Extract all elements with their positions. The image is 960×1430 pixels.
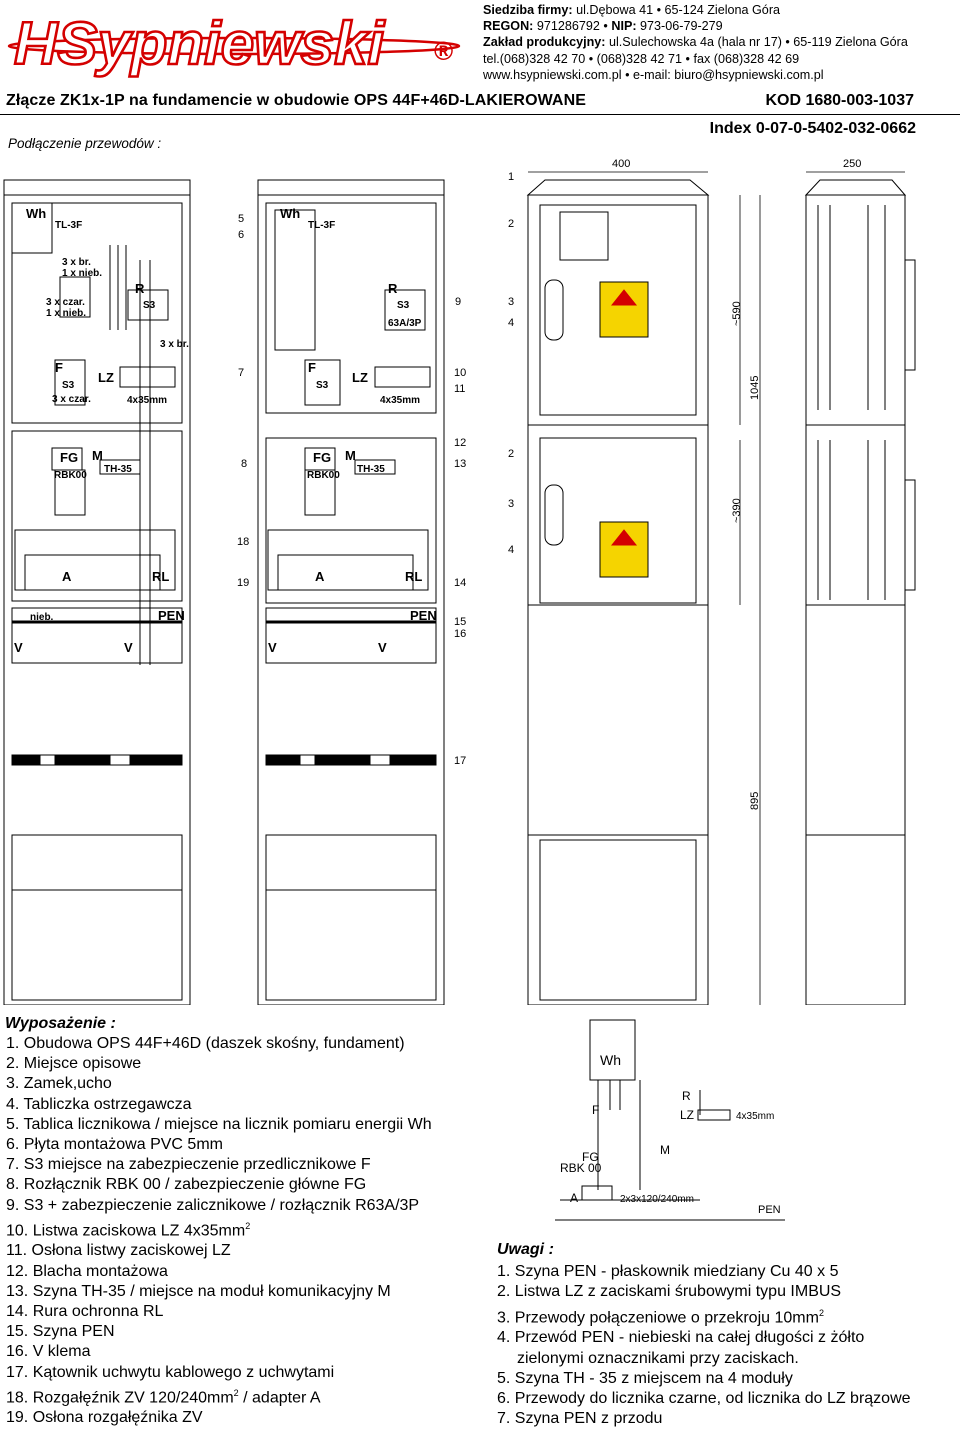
- label-rl-mid: RL: [405, 569, 423, 584]
- left-cabinet: [4, 180, 190, 1005]
- note-item: 6. Przewody do licznika czarne, od licznika do LZ brązowe: [497, 1390, 911, 1408]
- label-rl-left: RL: [152, 569, 170, 584]
- callout-11: 11: [454, 383, 466, 395]
- schem-m: M: [660, 1143, 670, 1157]
- label-lz-left: LZ: [98, 370, 114, 385]
- dim-390: ~390: [731, 498, 743, 523]
- label-pen-mid: PEN: [410, 608, 437, 623]
- callout-2b: 2: [508, 448, 515, 460]
- label-tl3f-mid: TL-3F: [308, 220, 336, 231]
- equipment-list: [6, 1034, 432, 1429]
- dim-250: 250: [843, 158, 862, 170]
- label-nieb: nieb.: [30, 612, 54, 623]
- registered-mark: ®: [434, 36, 454, 66]
- front-view: [528, 180, 708, 1005]
- label-m-mid: M: [345, 448, 356, 463]
- plant-address: ul.Sulechowska 4a (hala nr 17) • 65-119 Zielona Góra: [608, 35, 908, 50]
- nip: 973-06-79-279: [640, 19, 723, 34]
- callout-19: 19: [237, 577, 250, 589]
- label-s3-f-mid: S3: [316, 380, 329, 391]
- callout-3b: 3: [508, 498, 515, 510]
- regon-label: REGON:: [483, 19, 534, 34]
- schem-rbk: RBK 00: [560, 1161, 602, 1175]
- schem-lz: LZ: [680, 1108, 695, 1122]
- callout-17: 17: [454, 755, 467, 767]
- equipment-item: 1. Obudowa OPS 44F+46D (daszek skośny, fundament): [6, 1035, 405, 1052]
- equipment-heading: Wyposażenie :: [5, 1015, 116, 1032]
- equipment-item: 8. Rozłącznik RBK 00 / zabezpieczenie główne FG: [6, 1176, 367, 1194]
- side-view: [806, 180, 915, 1005]
- callout-3: 3: [508, 296, 515, 308]
- note-item: zielonymi oznacznikami przy zaciskach.: [517, 1349, 799, 1367]
- equipment-item: 7. S3 miejsce na zabezpieczenie przedlicznikowe F: [6, 1156, 371, 1174]
- equipment-item: 14. Rura ochronna RL: [6, 1302, 164, 1320]
- dimension-lines: [528, 172, 905, 1005]
- equipment-item: 19. Osłona rozgałęźnika ZV: [6, 1409, 203, 1427]
- phone-line: tel.(068)328 42 70 • (068)328 42 71 • fax (068)328 42 69: [483, 51, 800, 66]
- equipment-item: 6. Płyta montażowa PVC 5mm: [6, 1136, 223, 1154]
- note-item: 1. Szyna PEN - płaskownik miedziany Cu 40 x 5: [497, 1263, 839, 1280]
- web-line: www.hsypniewski.com.pl • e-mail: biuro@hsypniewski.com.pl: [483, 67, 824, 82]
- label-1xnieb2: 1 x nieb.: [46, 308, 87, 319]
- label-lz-mid: LZ: [352, 370, 368, 385]
- equipment-item: 18. Rozgałęźnik ZV $120/240mm^2$ / adapter A: [6, 1387, 321, 1407]
- wiring-subtitle: Podłączenie przewodów :: [8, 136, 162, 151]
- schem-r: R: [682, 1089, 691, 1103]
- label-3xczar2: 3 x czar.: [52, 394, 91, 405]
- callout-9: 9: [455, 296, 462, 308]
- label-lzsize-mid: 4x35mm: [380, 395, 421, 406]
- label-rbk-left: RBK00: [54, 470, 87, 481]
- note-item: 2. Listwa LZ z zaciskami śrubowymi typu IMBUS: [497, 1283, 842, 1301]
- callout-8: 8: [241, 458, 248, 470]
- dim-590: ~590: [731, 301, 743, 326]
- label-1xnieb: 1 x nieb.: [62, 268, 103, 279]
- label-wh-left: Wh: [26, 206, 47, 221]
- label-f-left: F: [55, 360, 63, 375]
- page-title: Złącze ZK1x-1P na fundamencie w obudowie OPS 44F+46D-LAKIEROWANE: [6, 92, 587, 109]
- label-v2: V: [124, 640, 133, 655]
- label-3xczar: 3 x czar.: [46, 297, 85, 308]
- note-item: 3. Przewody połączeniowe o przekroju $10mm^2$: [497, 1307, 824, 1326]
- equipment-item: 13. Szyna TH-35 / miejsce na moduł komunikacyjny M: [6, 1282, 391, 1300]
- equipment-item: 12. Blacha montażowa: [6, 1262, 168, 1280]
- product-code: KOD 1680-003-1037: [765, 92, 914, 109]
- technical-drawing: [0, 150, 960, 1005]
- header-divider: [0, 114, 960, 115]
- equipment-item: 15. Szyna PEN: [6, 1323, 115, 1341]
- label-fg-mid: FG: [313, 450, 332, 465]
- label-v3: V: [268, 640, 277, 655]
- callout-15: 15: [454, 616, 467, 628]
- label-tl3f-left: TL-3F: [55, 220, 83, 231]
- callout-18: 18: [237, 536, 250, 548]
- label-th35-mid: TH-35: [357, 464, 385, 475]
- callout-10: 10: [454, 367, 467, 379]
- wiring-schematic: [548, 1010, 798, 1232]
- dim-895: 895: [749, 791, 761, 810]
- callout-13: 13: [454, 458, 467, 470]
- label-th35-left: TH-35: [104, 464, 132, 475]
- equipment-item: 5. Tablica licznikowa / miejsce na licznik pomiaru energii Wh: [6, 1115, 432, 1133]
- label-f-mid: F: [308, 360, 316, 375]
- equipment-item: 16. V klema: [6, 1343, 91, 1361]
- company-info: Siedziba firmy: ul.Dębowa 41 • 65-124 Zielona Góra REGON: 971286792 • NIP: 973-06-79-279 Zakład produkcyjny: ul.Sulechowska 4a (hala nr 17) • 65-119 Zielona Góra tel.(068)328 42 70 • (068)328 42 71 • fax (068)328 42 69 www.hsypniewski.com.pl • e-mail: biuro@hsypniewski.com.pl: [483, 3, 908, 82]
- label-lzsize-left: 4x35mm: [127, 395, 168, 406]
- label-r-mid: R: [388, 281, 398, 296]
- label-m-left: M: [92, 448, 103, 463]
- label-rbk-mid: RBK00: [307, 470, 340, 481]
- label-63a: 63A/3P: [388, 318, 422, 329]
- label-v1: V: [14, 640, 23, 655]
- callout-2: 2: [508, 218, 515, 230]
- label-wh-mid: Wh: [280, 206, 301, 221]
- equipment-item: 17. Kątownik uchwytu kablowego z uchwytami: [6, 1363, 335, 1381]
- label-s3-f-left: S3: [62, 380, 75, 391]
- dim-1045: 1045: [749, 375, 761, 400]
- schem-wh: Wh: [600, 1052, 621, 1068]
- equipment-item: 9. S3 + zabezpieczenie zalicznikowe / rozłącznik R63A/3P: [6, 1196, 420, 1214]
- equipment-item: 2. Miejsce opisowe: [6, 1055, 142, 1073]
- middle-cabinet: [258, 180, 444, 1005]
- label-v4: V: [378, 640, 387, 655]
- callout-5: 5: [238, 213, 245, 225]
- schem-lzsize: 4x35mm: [736, 1111, 775, 1122]
- hq-label: Siedziba firmy:: [483, 3, 573, 17]
- callout-1: 1: [508, 171, 515, 183]
- label-s3-r-mid: S3: [397, 300, 410, 311]
- label-a-left: A: [62, 569, 72, 584]
- label-r-left: R: [135, 281, 145, 296]
- label-s3-r-left: S3: [143, 300, 156, 311]
- notes-heading: Uwagi :: [497, 1241, 554, 1258]
- callout-4: 4: [508, 317, 515, 329]
- note-item: 7. Szyna PEN z przodu: [497, 1410, 663, 1428]
- callout-14: 14: [454, 577, 467, 589]
- schem-fg: FG: [582, 1150, 599, 1164]
- label-3xbr: 3 x br.: [62, 257, 91, 268]
- nip-label: NIP:: [611, 19, 637, 34]
- company-logo: [4, 2, 480, 84]
- label-a-mid: A: [315, 569, 325, 584]
- label-pen-left: PEN: [158, 608, 185, 623]
- callout-7: 7: [238, 367, 245, 379]
- equipment-item: 3. Zamek,ucho: [6, 1075, 112, 1093]
- dim-400: 400: [612, 158, 631, 170]
- schem-asize: 2x3x120/240mm: [620, 1194, 694, 1205]
- note-item: 4. Przewód PEN - niebieski na całej długości z żółto: [497, 1329, 865, 1347]
- hq-address: ul.Dębowa 41 • 65-124 Zielona Góra: [576, 3, 781, 17]
- product-index: Index 0-07-0-5402-032-0662: [709, 120, 916, 137]
- schem-f: F: [592, 1103, 600, 1117]
- equipment-item: 4. Tabliczka ostrzegawcza: [6, 1095, 192, 1113]
- label-fg-left: FG: [60, 450, 79, 465]
- callout-12: 12: [454, 437, 467, 449]
- notes-list: [497, 1262, 911, 1430]
- callout-4b: 4: [508, 544, 515, 556]
- plant-label: Zakład produkcyjny:: [483, 35, 606, 50]
- callout-16: 16: [454, 628, 467, 640]
- equipment-item: 11. Osłona listwy zaciskowej LZ: [6, 1242, 231, 1260]
- label-3xbr2: 3 x br.: [160, 339, 189, 350]
- schem-a: A: [570, 1191, 579, 1205]
- schem-pen: PEN: [758, 1204, 781, 1216]
- note-item: 5. Szyna TH - 35 z miejscem na 4 moduły: [497, 1369, 793, 1387]
- logo-text: HSypniewski: [14, 10, 385, 77]
- callout-6: 6: [238, 229, 245, 241]
- regon: 971286792: [536, 19, 600, 34]
- equipment-item: 10. Listwa zaciskowa LZ $4x35mm^2$: [6, 1220, 251, 1240]
